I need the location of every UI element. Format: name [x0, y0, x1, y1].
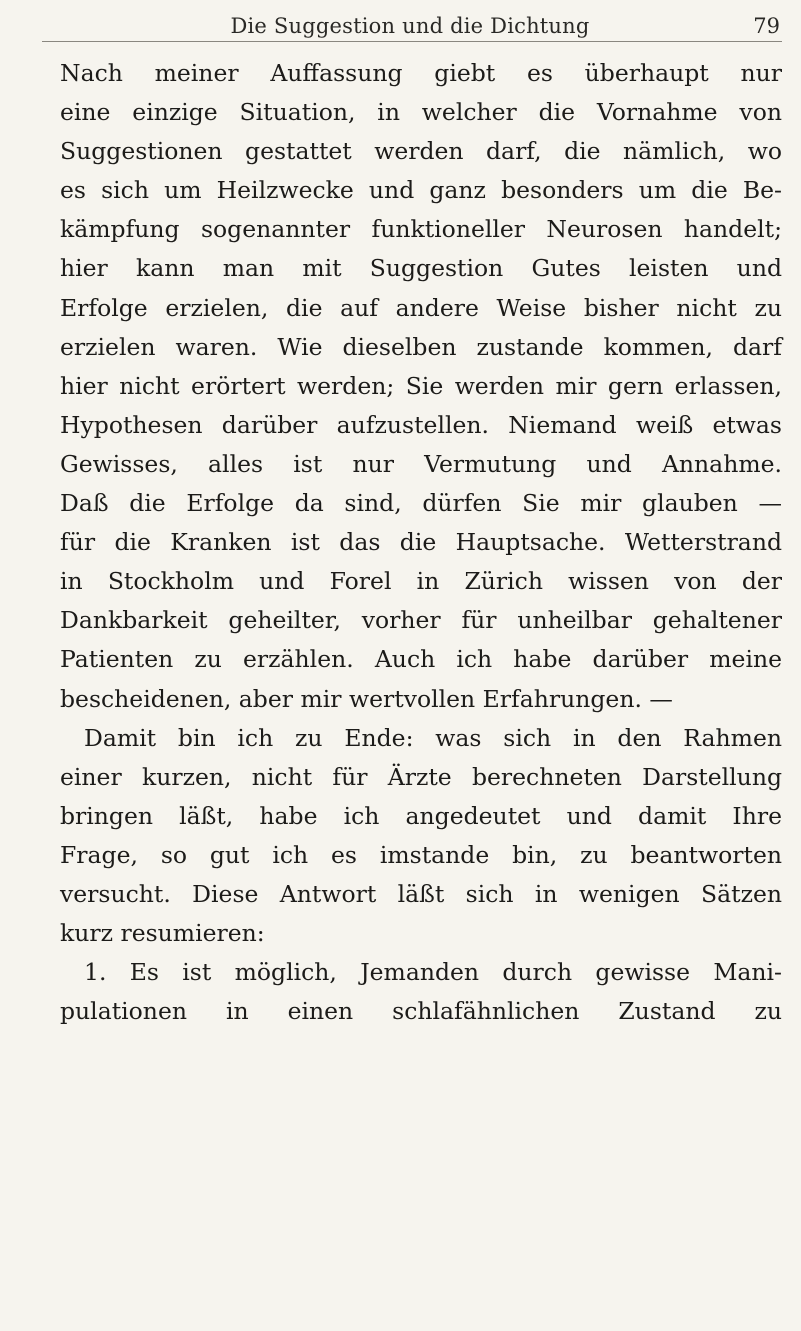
- text-line: kurz resumieren:: [60, 919, 265, 948]
- body-text: [60, 54, 782, 1031]
- text-line: einer kurzen, nicht für Ärzte berechneten Darstellung: [60, 762, 782, 791]
- text-line: hier nicht erörtert werden; Sie werden mir gern erlassen,: [60, 371, 782, 400]
- header-rule: [42, 41, 782, 42]
- text-line: in Stockholm und Forel in Zürich wissen von der: [60, 567, 782, 596]
- running-head: Die Suggestion und die Dichtung: [230, 14, 590, 38]
- text-line: erzielen waren. Wie dieselben zustande kommen, darf: [60, 332, 782, 361]
- text-line: Daß die Erfolge da sind, dürfen Sie mir glauben —: [60, 489, 782, 518]
- text-line: Patienten zu erzählen. Auch ich habe darüber meine: [60, 645, 782, 674]
- text-line: Suggestionen gestattet werden darf, die nämlich, wo: [60, 137, 782, 166]
- text-line: Dankbarkeit geheilter, vorher für unheilbar gehaltener: [60, 606, 782, 635]
- text-line: Hypothesen darüber aufzustellen. Niemand weiß etwas: [60, 410, 782, 439]
- text-line: Damit bin ich zu Ende: was sich in den Rahmen: [84, 723, 782, 752]
- text-line: Erfolge erzielen, die auf andere Weise bisher nicht zu: [60, 293, 782, 322]
- text-line: bringen läßt, habe ich angedeutet und damit Ihre: [60, 801, 782, 830]
- list-item-line: 1. Es ist möglich, Jemanden durch gewisse Mani-: [84, 958, 782, 987]
- text-line: pulationen in einen schlafähnlichen Zustand zu: [60, 997, 782, 1026]
- text-line: Gewisses, alles ist nur Vermutung und Annahme.: [60, 449, 782, 478]
- text-line: hier kann man mit Suggestion Gutes leisten und: [60, 254, 782, 283]
- text-line: bescheidenen, aber mir wertvollen Erfahrungen. —: [60, 684, 673, 713]
- page-number: 79: [753, 14, 780, 38]
- text-line: versucht. Diese Antwort läßt sich in wenigen Sätzen: [60, 879, 782, 908]
- text-line: Nach meiner Auffassung giebt es überhaupt nur: [60, 59, 782, 87]
- text-line: kämpfung sogenannter funktioneller Neurosen handelt;: [60, 215, 782, 244]
- text-line: für die Kranken ist das die Hauptsache. Wetterstrand: [60, 528, 782, 557]
- text-line: eine einzige Situation, in welcher die Vornahme von: [60, 98, 782, 127]
- text-line: Frage, so gut ich es imstande bin, zu beantworten: [60, 840, 782, 869]
- text-line: es sich um Heilzwecke und ganz besonders um die Be-: [60, 176, 782, 205]
